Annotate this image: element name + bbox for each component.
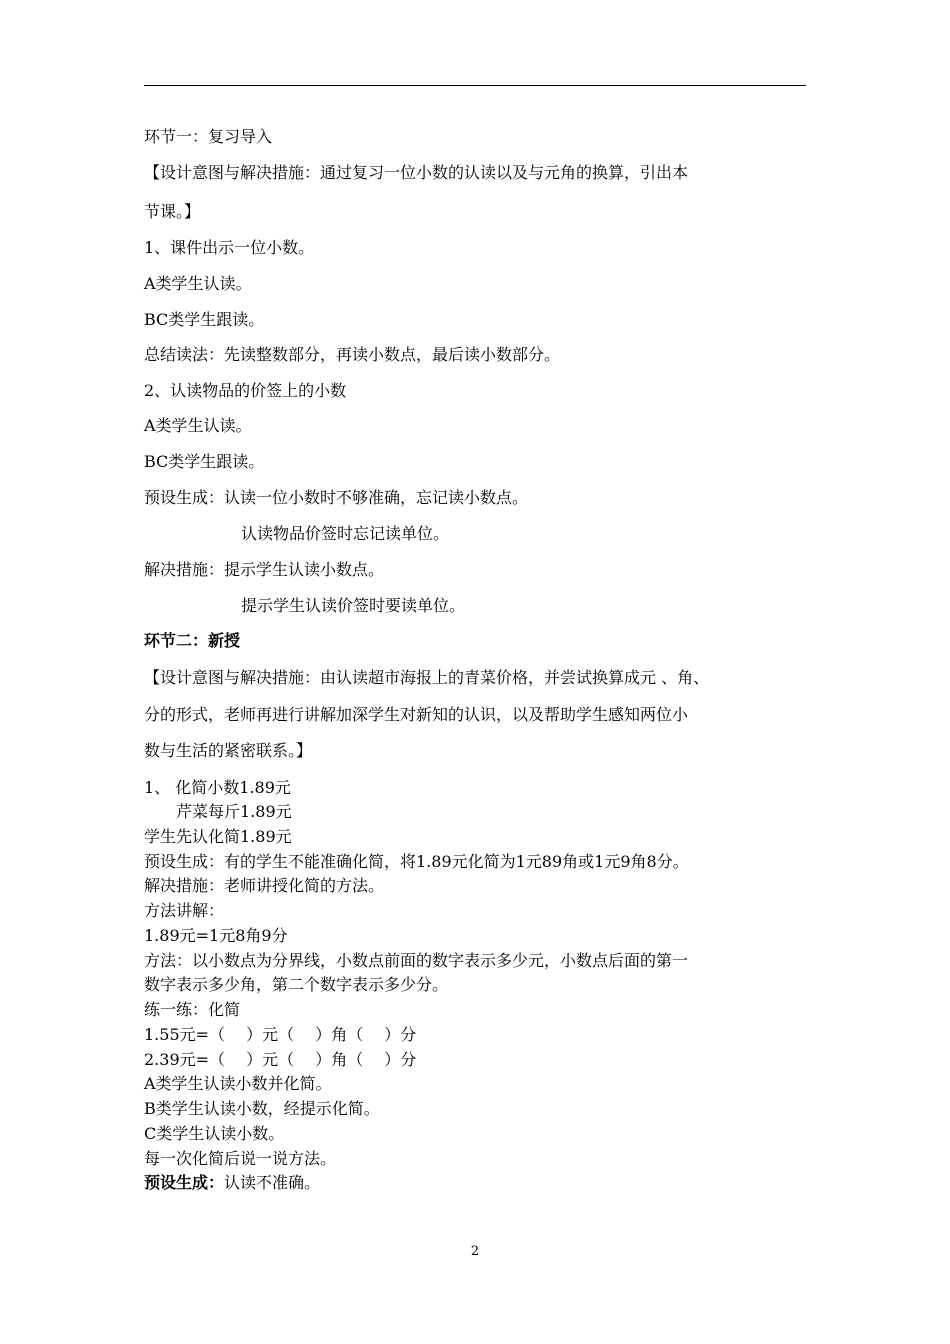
preset-outcome-2: 预设生成：有的学生不能准确化简，将1.89元化简为1元89角或1元9角8分。 <box>144 852 689 871</box>
step-2-line: 2、认读物品的价签上的小数 <box>144 381 347 400</box>
section-1-heading: 环节一：复习导入 <box>144 127 273 146</box>
solution-1: 解决措施：提示学生认读小数点。 <box>144 560 385 579</box>
solution-1-cont: 提示学生认读价签时要读单位。 <box>241 596 466 615</box>
solution-2: 解决措施：老师讲授化简的方法。 <box>144 876 385 895</box>
practice-heading: 练一练：化简 <box>144 1000 241 1019</box>
b-students-task: B类学生认读小数，经提示化简。 <box>144 1099 380 1118</box>
design-intent-2-line-3: 数与生活的紧密联系。】 <box>144 741 313 760</box>
a-students-read-2: A类学生认读。 <box>144 416 252 435</box>
practice-item-1: 1.55元=（ ）元（ ）角（ ）分 <box>144 1025 417 1044</box>
preset-outcome-1: 预设生成：认读一位小数时不够准确，忘记读小数点。 <box>144 488 529 507</box>
method-line-2: 数字表示多少角，第二个数字表示多少分。 <box>144 975 449 994</box>
students-simplify: 学生先认化简1.89元 <box>144 827 292 846</box>
preset-outcome-1-cont: 认读物品价签时忘记读单位。 <box>241 524 450 543</box>
step-1-line: 1、课件出示一位小数。 <box>144 238 315 257</box>
reading-summary: 总结读法：先读整数部分，再读小数点，最后读小数部分。 <box>144 345 561 364</box>
design-intent-2-line-1: 【设计意图与解决措施：由认读超市海报上的青菜价格，并尝试换算成元 、角、 <box>144 668 710 687</box>
design-intent-1-line-2: 节课。】 <box>144 202 201 221</box>
a-students-task: A类学生认读小数并化简。 <box>144 1074 332 1093</box>
design-intent-2-line-2: 分的形式，老师再进行讲解加深学生对新知的认识，以及帮助学生感知两位小 <box>144 705 689 724</box>
a-students-read-1: A类学生认读。 <box>144 274 252 293</box>
preset-outcome-3 <box>144 1173 320 1193</box>
explain-method: 每一次化简后说一说方法。 <box>144 1149 337 1168</box>
c-students-task: C类学生认读小数。 <box>144 1124 285 1143</box>
example-conversion: 1.89元=1元8角9分 <box>144 926 288 945</box>
design-intent-1-line-1: 【设计意图与解决措施：通过复习一位小数的认读以及与元角的换算，引出本 <box>144 163 689 182</box>
new-step-1: 1、 化简小数1.89元 <box>144 778 291 797</box>
header-rule <box>144 85 806 86</box>
practice-item-2: 2.39元=（ ）元（ ）角（ ）分 <box>144 1050 417 1069</box>
bc-students-follow-2: BC类学生跟读。 <box>144 452 265 471</box>
celery-price: 芹菜每斤1.89元 <box>176 802 292 821</box>
page-number: 2 <box>470 1244 480 1259</box>
section-2-heading: 环节二：新授 <box>144 631 241 650</box>
bc-students-follow-1: BC类学生跟读。 <box>144 310 265 329</box>
preset-outcome-3-text: 认读不准确。 <box>224 1173 321 1192</box>
method-line-1: 方法：以小数点为分界线，小数点前面的数字表示多少元，小数点后面的第一 <box>144 951 689 970</box>
method-explanation: 方法讲解： <box>144 901 225 920</box>
preset-outcome-3-label: 预设生成： <box>144 1173 225 1192</box>
